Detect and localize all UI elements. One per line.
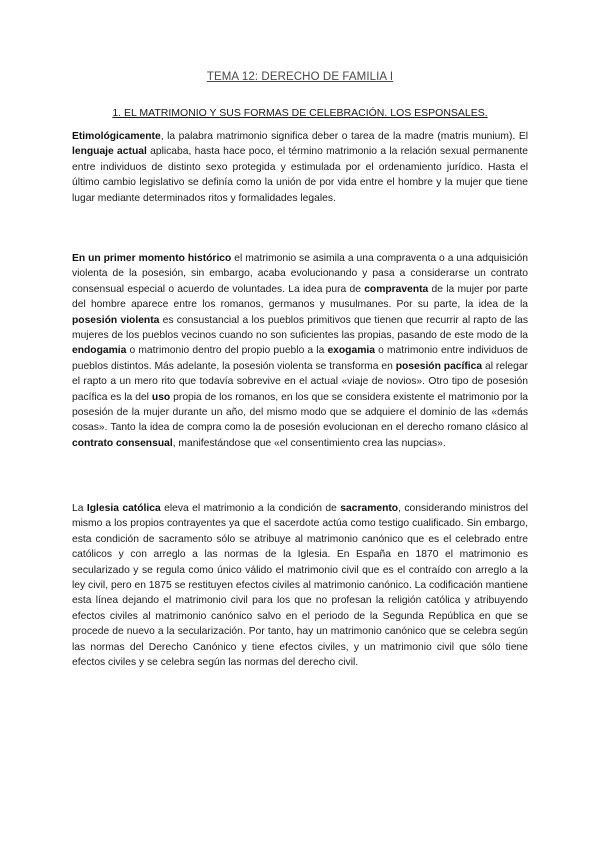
bold-term: endogamia (72, 345, 127, 357)
bold-term: Etimológicamente (72, 131, 161, 142)
paragraph-history (72, 251, 528, 451)
paragraph-text: es consustancial a los pueblos primitivos que tienen que recurrir al rapto de las mujeres de los pueblos vecinos cuando no son suficientes las propias, pasando de este modo de la (72, 314, 528, 342)
paragraph-etymology (72, 129, 528, 206)
paragraph-text: de la mujer por parte del hombre aparece entre los romanos, germanos y musulmanes. Por su parte, la idea de la (72, 283, 528, 311)
paragraph-text: eleva el matrimonio a la condición de (160, 503, 341, 514)
paragraph-church (72, 501, 528, 670)
bold-term: contrato consensual (72, 437, 173, 449)
paragraph-text: , manifestándose que «el consentimiento crea las nupcias». (172, 437, 446, 449)
bold-term: exogamia (327, 345, 375, 357)
paragraph-text: el matrimonio se asimila a una compraventa o a una adquisición violenta de la posesión, sin embargo, acaba evolucionando y pasa a considerarse un contrato consensual especial o acuerdo de voluntades. La idea pura de (72, 253, 528, 295)
paragraph-text: , considerando ministros del mismo a los propios contrayentes ya que el sacerdote actúa como testigo cualificado. Sin embargo, esta condición de sacramento sólo se atribuye al matrimonio canónico que es el celebrado entre católicos y con arreglo a las normas de la Iglesia. En España en 1870 el matrimonio es secularizado y se regula como único válido el matrimonio civil que es el contraído con arreglo a la ley civil, pero en 1875 se restituyen efectos civiles al matrimonio canónico. La codificación mantiene esta línea dejando el matrimonio civil para los que no profesan la religión católica y atribuyendo efectos civiles al matrimonio canónico salvo en el periodo de la Segunda República en que se procede de nuevo a la secularización. Por tanto, hay un matrimonio canónico que se celebra según las normas del Derecho Canónico y tiene efectos civiles, y un matrimonio civil que sólo tiene efectos civiles y se celebra según las normas del derecho civil. (72, 503, 528, 669)
bold-term: posesión pacífica (395, 360, 483, 372)
paragraph-text: propia de los romanos, en los que se considera existente el matrimonio por la posesión de la mujer durante un año, del mismo modo que se adquiere el dominio de las «demás cosas». Tanto la idea de compra como la de posesión evolucionan en el derecho romano clásico al (72, 391, 528, 434)
paragraph-text: aplicaba, hasta hace poco, el término matrimonio a la relación sexual permanente entre individuos de distinto sexo protegida y estimulada por el ordenamiento jurídico. Hasta el último cambio legislativo se definía como la unión de por vida entre el hombre y la mujer que tiene lugar mediante determinados ritos y formalidades legales. (72, 146, 528, 204)
section-heading: 1. EL MATRIMONIO Y SUS FORMAS DE CELEBRACIÓN. LOS ESPONSALES. (112, 107, 488, 119)
bold-term: En un primer momento histórico (72, 253, 232, 264)
bold-term: uso (151, 391, 171, 403)
paragraph-text: o matrimonio dentro del propio pueblo a la (126, 345, 328, 357)
paragraph-text: al relegar el rapto a un mero rito que todavía sobrevive en el actual «viaje de novios». Otro tipo de posesión pacífica es la del (72, 360, 528, 403)
paragraph-text: La (72, 503, 87, 514)
bold-term: posesión violenta (72, 314, 160, 326)
bold-term: compraventa (364, 283, 429, 295)
paragraph-text: , la palabra matrimonio significa deber o tarea de la madre (matris munium). El (160, 131, 528, 142)
bold-term: lenguaje actual (72, 146, 147, 158)
bold-term: Iglesia católica (86, 503, 161, 514)
paragraph-text: o matrimonio entre individuos de pueblos distintos. Más adelante, la posesión violenta se transforma en (72, 345, 528, 372)
bold-term: sacramento (340, 503, 399, 514)
page-title: TEMA 12: DERECHO DE FAMILIA I (206, 71, 394, 83)
